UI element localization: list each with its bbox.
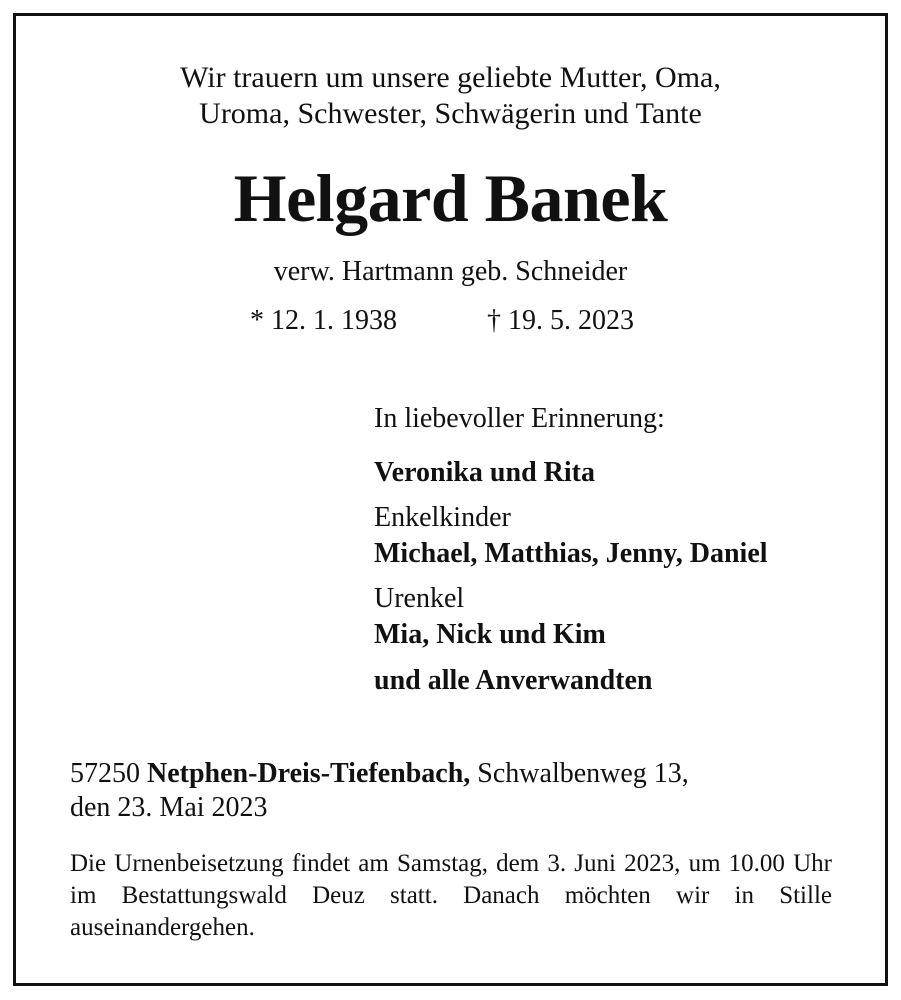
death-date: † 19. 5. 2023 [487, 305, 634, 336]
intro-line-2: Uroma, Schwester, Schwägerin und Tante [199, 97, 702, 130]
town: Netphen-Dreis-Tiefenbach, [147, 758, 471, 789]
children-names: Veronika und Rita [374, 457, 595, 488]
grandchildren-names: Michael, Matthias, Jenny, Daniel [374, 538, 768, 569]
intro-line-1: Wir trauern um unsere geliebte Mutter, Oma, [180, 61, 721, 94]
great-grandchildren-names: Mia, Nick und Kim [374, 619, 606, 650]
date-line: den 23. Mai 2023 [70, 792, 268, 823]
relatives-line: und alle Anverwandten [374, 665, 653, 696]
address-line [70, 758, 832, 790]
deceased-maiden-name: verw. Hartmann geb. Schneider [273, 256, 628, 287]
grandchildren-label: Enkelkinder [374, 502, 511, 533]
great-grandchildren-label: Urenkel [374, 583, 465, 614]
funeral-notice: Die Urnenbeisetzung findet am Samstag, dem 3. Juni 2023, um 10.00 Uhr im Bestattungswald Deuz statt. Danach möchten wir in Stille auseinandergehen. [70, 850, 832, 941]
notice-border [13, 13, 888, 986]
deceased-name: Helgard Banek [233, 160, 668, 236]
birth-date: * 12. 1. 1938 [250, 305, 397, 336]
memory-heading: In liebevoller Erinnerung: [374, 403, 665, 434]
street: Schwalbenweg 13, [477, 758, 689, 789]
postcode: 57250 [70, 758, 140, 789]
